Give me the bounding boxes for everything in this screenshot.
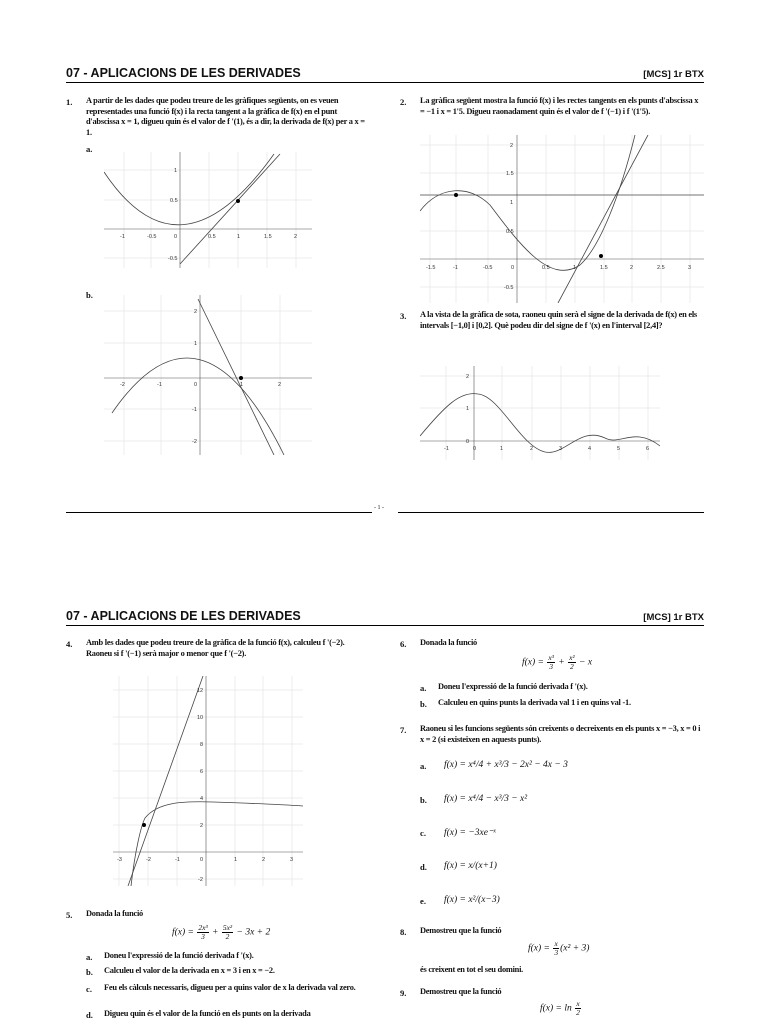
svg-text:1.5: 1.5 — [600, 265, 608, 271]
q7c-label: c. — [420, 828, 426, 838]
svg-text:0.5: 0.5 — [506, 229, 514, 235]
svg-text:1: 1 — [510, 200, 514, 206]
svg-text:-2: -2 — [192, 439, 197, 445]
svg-text:6: 6 — [200, 769, 204, 775]
q6-formula: f(x) = $\frac{\text{x³}}{3}$ + $\frac{\text{x²}}{2}$ − x — [522, 653, 593, 671]
page-header-2 — [66, 607, 704, 626]
svg-text:-2: -2 — [146, 857, 151, 863]
svg-text:0: 0 — [200, 857, 204, 863]
q6-text: Donada la funció — [420, 638, 477, 647]
q2-text: La gràfica següent mostra la funció f(x) i les rectes tangents en els punts d'abscissa x = −1 i x = 1'5. Digueu raonadament quin és el valor de f '(−1) i f '(1'5). — [420, 96, 699, 116]
q8-formula: f(x) = $\frac{x}{3}$ (x² + 3) — [528, 939, 590, 957]
q5-text: Donada la funció — [86, 909, 143, 918]
q8-text: Demostreu que la funció — [420, 926, 502, 935]
svg-text:-0.5: -0.5 — [504, 285, 514, 291]
svg-text:-1: -1 — [157, 382, 162, 388]
svg-text:8: 8 — [200, 742, 204, 748]
q5c-label: c. — [86, 984, 92, 994]
svg-text:4: 4 — [588, 446, 592, 452]
q7-number: 7. — [400, 725, 407, 735]
svg-text:3: 3 — [559, 446, 563, 452]
svg-text:2: 2 — [294, 234, 298, 240]
q7c-formula: f(x) = −3xe⁻ˣ — [444, 828, 496, 838]
q5-formula-tail: − 3x + 2 — [236, 927, 271, 938]
svg-text:-1: -1 — [175, 857, 180, 863]
svg-text:0: 0 — [174, 234, 178, 240]
svg-text:2: 2 — [466, 374, 470, 380]
q4-text: Amb les dades que podeu treure de la gràfica de la funció f(x), calculeu f '(−2). Raoneu si f '(−1) serà major o menor que f '(−2). — [86, 638, 345, 658]
q5a-text: Doneu l'expressió de la funció derivada f '(x). — [104, 951, 254, 960]
svg-text:-0.5: -0.5 — [168, 256, 178, 262]
q6a-label: a. — [420, 683, 427, 693]
q3-text: A la vista de la gràfica de sota, raoneu quin serà el signe de la derivada de f(x) en els intervals [−1,0] i [0,2]. Què podeu dir del signe de f '(x) en l'interval [2,4]? — [420, 310, 697, 330]
q5d-text: Digueu quin és el valor de la funció en els punts on la derivada — [104, 1009, 311, 1018]
q1a-label: a. — [86, 144, 93, 154]
svg-text:-0.5: -0.5 — [483, 265, 493, 271]
svg-text:0: 0 — [194, 382, 198, 388]
q7-text: Raoneu si les funcions següents són creixents o decreixents en els punts x = −3, x = 0 i x = 2 (si existeixen en aquests punts). — [420, 724, 701, 744]
q5-number: 5. — [66, 910, 73, 920]
q7b-formula: f(x) = x⁴/4 − x³/3 − x² — [444, 794, 528, 804]
svg-text:4: 4 — [200, 796, 204, 802]
svg-text:-1: -1 — [444, 446, 449, 452]
q1-text: A partir de les dades que podeu treure de les gràfiques següents, on es veuen representades una funció f(x) i la recta tangent a la gràfica de f(x) en el punt d'abscissa x = 1, digueu quin és el valor de f '(1), és a dir, la derivada de f(x) per a x = 1. — [86, 96, 365, 137]
q6b-text: Calculeu en quins punts la derivada val 1 i en quins val -1. — [438, 698, 631, 707]
svg-text:10: 10 — [197, 715, 204, 721]
svg-text:2: 2 — [200, 823, 204, 829]
q5c-text: Feu els càlculs necessaris, digueu per a quins valor de x la derivada val zero. — [104, 983, 356, 992]
q8-text2: és creixent en tot el seu domini. — [420, 965, 524, 974]
svg-text:-2: -2 — [120, 382, 125, 388]
q7b-label: b. — [420, 795, 427, 805]
q9-formula: f(x) = ln $\frac{x}{2}$ — [540, 999, 580, 1017]
svg-text:2: 2 — [194, 309, 198, 315]
svg-text:3: 3 — [688, 265, 692, 271]
q8-number: 8. — [400, 927, 407, 937]
q6-formula-tail: − x — [579, 657, 593, 668]
page-number: - 1 - — [374, 505, 384, 511]
graph-q1a — [104, 152, 312, 268]
footer-line-right — [398, 512, 704, 514]
q5-formula-lhs: f(x) = — [172, 927, 194, 938]
q2-number: 2. — [400, 97, 407, 107]
footer-line-left — [66, 512, 372, 514]
svg-text:2: 2 — [262, 857, 266, 863]
svg-text:0.5: 0.5 — [542, 265, 550, 271]
q5d-label: d. — [86, 1010, 93, 1020]
svg-text:2: 2 — [510, 143, 514, 149]
svg-text:1: 1 — [466, 406, 470, 412]
q6-number: 6. — [400, 639, 407, 649]
svg-text:-1: -1 — [120, 234, 125, 240]
graph-q4 — [113, 676, 303, 886]
graph-q2 — [420, 135, 704, 303]
q9-number: 9. — [400, 988, 407, 998]
svg-text:0: 0 — [466, 439, 470, 445]
svg-text:0: 0 — [511, 265, 515, 271]
svg-text:-1: -1 — [453, 265, 458, 271]
svg-text:2: 2 — [630, 265, 634, 271]
q1-number: 1. — [66, 97, 73, 107]
q9-text: Demostreu que la funció — [420, 987, 502, 996]
q5-formula: f(x) = $\frac{\text{2x³}}{3}$ + $\frac{\text{5x²}}{2}$ − 3x + 2 — [172, 923, 271, 941]
course-tag: [MCS] 1r BTX — [643, 69, 704, 80]
course-tag-2: [MCS] 1r BTX — [643, 612, 704, 623]
svg-text:1: 1 — [194, 341, 198, 347]
q7a-label: a. — [420, 761, 427, 771]
svg-text:1.5: 1.5 — [264, 234, 272, 240]
svg-text:-3: -3 — [117, 857, 122, 863]
page-header — [66, 64, 704, 83]
q6b-label: b. — [420, 699, 427, 709]
svg-text:-1.5: -1.5 — [426, 265, 436, 271]
svg-text:1: 1 — [240, 382, 244, 388]
q7e-label: e. — [420, 896, 426, 906]
q3-number: 3. — [400, 311, 407, 321]
q7d-label: d. — [420, 862, 427, 872]
q7e-formula: f(x) = x²/(x−3) — [444, 895, 500, 905]
svg-text:1: 1 — [174, 168, 178, 174]
svg-text:2: 2 — [530, 446, 534, 452]
svg-text:0.5: 0.5 — [170, 198, 178, 204]
svg-text:1.5: 1.5 — [506, 171, 514, 177]
svg-text:1: 1 — [237, 234, 241, 240]
svg-text:-2: -2 — [198, 877, 203, 883]
svg-text:2: 2 — [278, 382, 282, 388]
graph-q1b — [104, 295, 312, 455]
page-title: 07 - APLICACIONS DE LES DERIVADES — [66, 66, 301, 80]
q5b-text: Calculeu el valor de la derivada en x = 3 i en x = −2. — [104, 966, 275, 975]
svg-text:2.5: 2.5 — [657, 265, 665, 271]
page-title-2: 07 - APLICACIONS DE LES DERIVADES — [66, 609, 301, 623]
svg-text:6: 6 — [646, 446, 650, 452]
svg-text:1: 1 — [573, 265, 577, 271]
q7d-formula: f(x) = x/(x+1) — [444, 861, 497, 871]
q1b-label: b. — [86, 290, 93, 300]
q6a-text: Doneu l'expressió de la funció derivada f '(x). — [438, 682, 588, 691]
q4-number: 4. — [66, 639, 73, 649]
svg-text:-1: -1 — [192, 407, 197, 413]
q7a-formula: f(x) = x⁴/4 + x³/3 − 2x² − 4x − 3 — [444, 760, 568, 770]
q5b-label: b. — [86, 967, 93, 977]
svg-text:1: 1 — [500, 446, 504, 452]
svg-text:-0.5: -0.5 — [147, 234, 157, 240]
svg-text:5: 5 — [617, 446, 621, 452]
svg-text:0: 0 — [473, 446, 477, 452]
svg-text:3: 3 — [290, 857, 294, 863]
svg-text:1: 1 — [234, 857, 238, 863]
svg-text:12: 12 — [197, 688, 204, 694]
q5a-label: a. — [86, 952, 93, 962]
svg-text:0.5: 0.5 — [208, 234, 216, 240]
graph-q3 — [420, 366, 660, 460]
q6-formula-lhs: f(x) = — [522, 657, 544, 668]
